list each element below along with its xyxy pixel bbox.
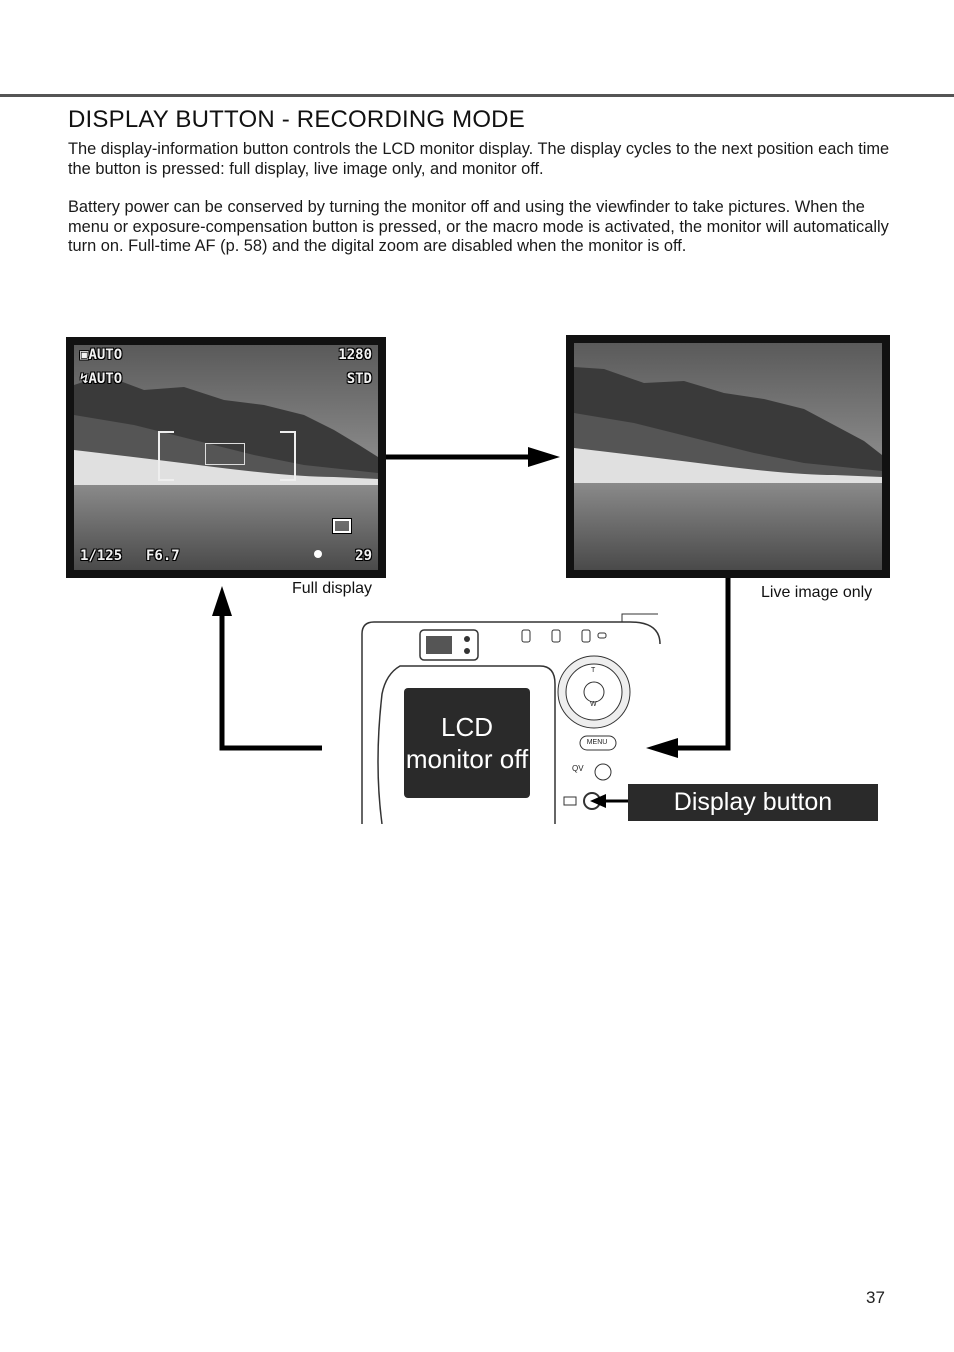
landscape-photo [74, 345, 378, 570]
page-title: DISPLAY BUTTON - RECORDING MODE [68, 106, 525, 133]
image-size: 1280 [338, 347, 372, 363]
page-number: 37 [866, 1288, 885, 1307]
full-display-screen [66, 337, 386, 578]
image-quality: STD [346, 371, 372, 387]
spot-metering-area [205, 443, 245, 465]
flash-mode: AUTO [88, 371, 123, 387]
live-image-caption: Live image only [761, 584, 873, 601]
zoom-wide-label: W [590, 701, 597, 708]
frame-counter: 29 [355, 548, 372, 564]
focus-signal-icon [314, 550, 322, 558]
battery-paragraph: Battery power can be conserved by turning the monitor off and using the viewfinder to take pictures. When the menu or exposure-compensation button is pressed, or the macro mode is activated, the monitor will automatically turn on. Full-time AF (p. 58) and the digital zoom are disabled when the monitor is off. [68, 198, 889, 255]
zoom-tele-label: T [591, 667, 596, 674]
aperture-value: F6.7 [146, 548, 180, 564]
qv-delete-button[interactable] [595, 764, 611, 780]
full-display-caption: Full display [292, 580, 373, 597]
camera-icon: ▣AUTO [80, 347, 123, 363]
display-icon [564, 797, 576, 805]
lcd-off-label: LCD monitor off [404, 688, 530, 798]
display-button-label: Display button [628, 784, 878, 821]
display-button[interactable] [584, 793, 600, 809]
arrow-icon [386, 447, 560, 467]
intro-paragraph: The display-information button controls the LCD monitor display. The display cycles to the next position each time the button is pressed: full display, live image only, and monitor off. [68, 140, 890, 178]
arrow-icon [212, 586, 322, 748]
menu-label: MENU [586, 739, 608, 746]
focus-bracket-icon [158, 431, 174, 481]
landscape-photo [574, 343, 882, 570]
exposure-mode: AUTO [88, 347, 123, 363]
qv-label: QV [572, 764, 584, 773]
flash-icon: ↯AUTO [80, 371, 123, 387]
live-image-screen [566, 335, 890, 578]
battery-icon [333, 519, 351, 533]
top-rule [0, 94, 954, 97]
shutter-speed: 1/125 [80, 548, 123, 564]
focus-bracket-icon [280, 431, 296, 481]
